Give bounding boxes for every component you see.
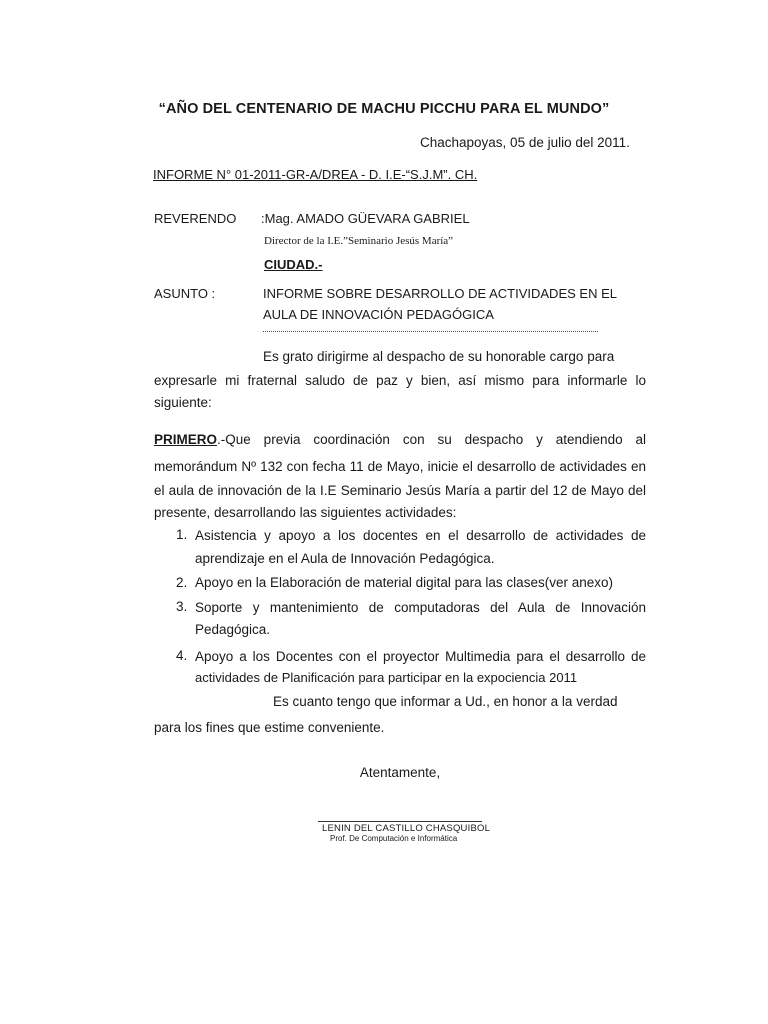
activity-item-1-line-2: aprendizaje en el Aula de Innovación Pedagógica. (195, 551, 495, 566)
activity-item-4-line-1: Apoyo a los Docentes con el proyector Multimedia para el desarrollo de (195, 649, 646, 664)
intro-line-3: siguiente: (154, 395, 212, 410)
year-title: “AÑO DEL CENTENARIO DE MACHU PICCHU PARA EL MUNDO” (158, 101, 610, 117)
first-paragraph-line-1 (154, 428, 646, 451)
recipient-name: :Mag. AMADO GÜEVARA GABRIEL (261, 211, 470, 226)
recipient-title: Director de la I.E.”Seminario Jesús María” (264, 235, 454, 247)
place-date: Chachapoyas, 05 de julio del 2011. (420, 135, 630, 150)
activity-number: 4. (176, 648, 188, 663)
farewell: Atentamente, (359, 765, 441, 780)
activity-number: 2. (176, 575, 188, 590)
first-paragraph-line-4: presente, desarrollando las siguientes actividades: (154, 505, 457, 520)
subject-label: ASUNTO : (154, 286, 216, 301)
intro-line-1: Es grato dirigirme al despacho de su honorable cargo para (263, 349, 615, 364)
recipient-city: CIUDAD.- (264, 257, 323, 272)
activity-item-3-line-2: Pedagógica. (195, 622, 271, 637)
first-paragraph-line-2: memorándum Nº 132 con fecha 11 de Mayo, inicie el desarrollo de actividades en (154, 459, 646, 474)
closing-line-1: Es cuanto tengo que informar a Ud., en honor a la verdad (273, 694, 618, 709)
first-label: PRIMERO (154, 432, 218, 447)
activity-item-1-line-1: Asistencia y apoyo a los docentes en el desarrollo de actividades de (195, 528, 646, 543)
activity-number: 1. (176, 527, 188, 542)
recipient-label: REVERENDO (154, 211, 237, 226)
subject-dotted-rule (263, 331, 598, 332)
signer-role: Prof. De Computación e Informática (330, 834, 458, 843)
subject-line-1: INFORME SOBRE DESARROLLO DE ACTIVIDADES EN EL (263, 286, 617, 301)
closing-line-2: para los fines que estime conveniente. (154, 720, 385, 735)
activity-item-4-line-2: actividades de Planificación para participar en la expociencia 2011 (195, 670, 578, 685)
subject-line-2: AULA DE INNOVACIÓN PEDAGÓGICA (263, 307, 494, 322)
intro-line-2: expresarle mi fraternal saludo de paz y bien, así mismo para informarle lo (154, 373, 646, 388)
report-reference: INFORME N° 01-2011-GR-A/DREA - D. I.E-“S.J.M”. CH. (153, 167, 478, 182)
activity-number: 3. (176, 599, 188, 614)
activity-item-2: Apoyo en la Elaboración de material digital para las clases(ver anexo) (195, 575, 613, 590)
signature-line (318, 821, 482, 822)
first-line-1-text: .-Que previa coordinación con su despacho y atendiendo al (217, 432, 646, 447)
first-paragraph-line-3: el aula de innovación de la I.E Seminario Jesús María a partir del 12 de Mayo del (154, 483, 646, 498)
signer-name: LENIN DEL CASTILLO CHASQUIBOL (322, 823, 491, 834)
activity-item-3-line-1: Soporte y mantenimiento de computadoras del Aula de Innovación (195, 600, 646, 615)
